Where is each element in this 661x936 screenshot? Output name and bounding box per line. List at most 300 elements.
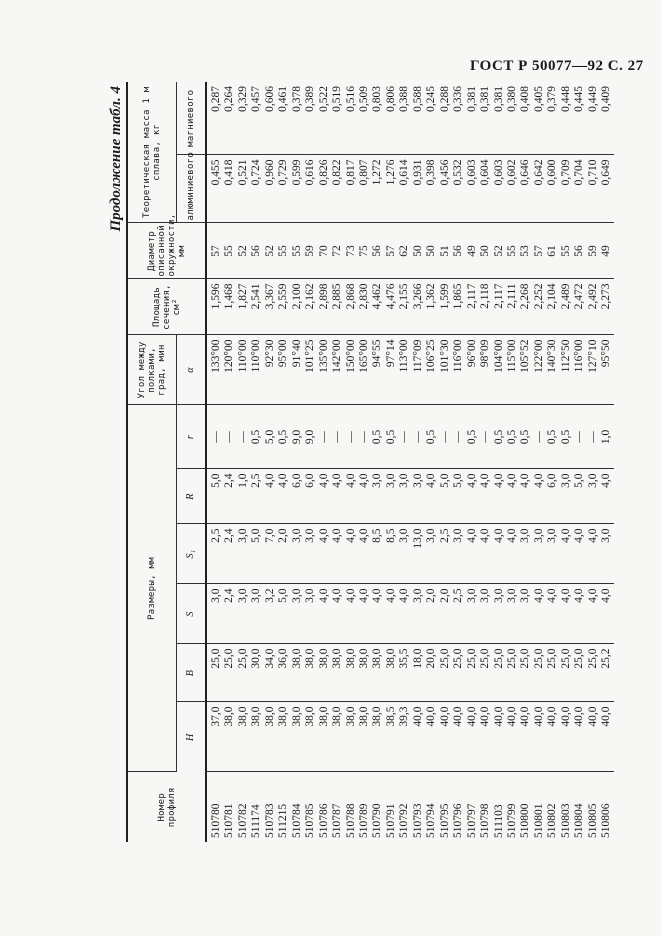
cell-S: 4,0 [345, 584, 358, 644]
cell-S: 4,0 [385, 584, 398, 644]
cell-mass-aluminum: 0,398 [425, 155, 438, 223]
cell-S: 3,0 [412, 584, 425, 644]
cell-S: 4,0 [587, 584, 600, 644]
cell-B: 38,0 [345, 644, 358, 702]
cell-profile-number: 510803 [559, 803, 572, 838]
cell-B: 25,0 [573, 644, 586, 702]
cell-S1: 3,0 [546, 524, 559, 584]
cell-angle: 91°40 [291, 335, 304, 405]
cell-S1: 4,0 [345, 524, 358, 584]
cell-mass-magnesium: 0,379 [546, 82, 559, 155]
cell-H: 40,0 [479, 702, 492, 772]
cell-H: 40,0 [506, 702, 519, 772]
cell-S1: 4,0 [587, 524, 600, 584]
table-body [206, 82, 614, 842]
cell-diameter: 61 [546, 223, 559, 279]
cell-mass-aluminum: 0,603 [466, 155, 479, 223]
cell-S: 2,4 [223, 584, 236, 644]
table-row [600, 82, 613, 842]
cell-profile-number: 510805 [586, 803, 599, 838]
cell-H: 38,5 [385, 702, 398, 772]
cell-S: 3,0 [291, 584, 304, 644]
cell-mass-aluminum: 0,616 [304, 155, 317, 223]
cell-mass-magnesium: 0,408 [519, 82, 532, 155]
cell-profile-number: 510804 [573, 803, 586, 838]
table-row [412, 82, 425, 842]
table-row [573, 82, 586, 842]
cell-R: 1,0 [237, 469, 250, 524]
cell-profile-number: 510781 [223, 803, 236, 838]
cell-B: 18,0 [412, 644, 425, 702]
cell-R: 4,0 [358, 469, 371, 524]
cell-mass-aluminum: 0,521 [237, 155, 250, 223]
cell-profile-number: 510792 [398, 803, 411, 838]
cell-mass-magnesium: 0,445 [573, 82, 586, 155]
cell-R: 6,0 [304, 469, 317, 524]
cell-B: 35,5 [398, 644, 411, 702]
table-row [466, 82, 479, 842]
cell-r: 0,5 [277, 405, 290, 469]
cell-B: 36,0 [277, 644, 290, 702]
cell-R: 5,0 [439, 469, 452, 524]
cell-S: 3,0 [250, 584, 263, 644]
cell-mass-aluminum: 0,822 [331, 155, 344, 223]
cell-S: 4,0 [331, 584, 344, 644]
table-row [277, 82, 290, 842]
cell-diameter: 52 [493, 223, 506, 279]
cell-S1: 4,0 [573, 524, 586, 584]
header-dimensions: Размеры, мм [127, 405, 177, 772]
cell-diameter: 56 [371, 223, 384, 279]
cell-diameter: 59 [304, 223, 317, 279]
cell-profile-number: 510789 [357, 803, 370, 838]
cell-angle: 105°52 [519, 335, 532, 405]
cell-B: 38,0 [371, 644, 384, 702]
cell-mass-magnesium: 0,509 [358, 82, 371, 155]
cell-R: 3,0 [587, 469, 600, 524]
cell-R: 4,0 [600, 469, 613, 524]
cell-mass-magnesium: 0,381 [466, 82, 479, 155]
cell-angle: 165°00 [358, 335, 371, 405]
cell-area: 2,868 [345, 279, 358, 335]
cell-B: 25,0 [560, 644, 573, 702]
cell-r: 0,5 [385, 405, 398, 469]
table-row [358, 82, 371, 842]
cell-mass-aluminum: 0,807 [358, 155, 371, 223]
cell-H: 38,0 [371, 702, 384, 772]
table-row [519, 82, 532, 842]
cell-mass-aluminum: 0,649 [600, 155, 613, 223]
cell-angle: 94°55 [371, 335, 384, 405]
cell-area: 4,462 [371, 279, 384, 335]
cell-S1: 4,0 [331, 524, 344, 584]
cell-area: 1,596 [206, 279, 223, 335]
cell-H: 40,0 [466, 702, 479, 772]
cell-B: 38,0 [331, 644, 344, 702]
cell-mass-magnesium: 0,288 [439, 82, 452, 155]
cell-R: 3,0 [412, 469, 425, 524]
cell-R: 5,0 [573, 469, 586, 524]
cell-angle: 113°00 [398, 335, 411, 405]
cell-mass-aluminum: 0,602 [506, 155, 519, 223]
cell-r: — [439, 405, 452, 469]
cell-S1: 2,4 [223, 524, 236, 584]
cell-angle: 97°14 [385, 335, 398, 405]
table-row [533, 82, 546, 842]
cell-B: 25,0 [237, 644, 250, 702]
cell-area: 2,117 [493, 279, 506, 335]
cell-mass-aluminum: 1,276 [385, 155, 398, 223]
cell-S1: 4,0 [506, 524, 519, 584]
cell-angle: 150°00 [345, 335, 358, 405]
cell-B: 25,0 [533, 644, 546, 702]
table-row [425, 82, 438, 842]
cell-diameter: 55 [277, 223, 290, 279]
cell-angle: 116°00 [452, 335, 465, 405]
cell-H: 40,0 [519, 702, 532, 772]
cell-area: 2,155 [398, 279, 411, 335]
cell-S: 3,0 [304, 584, 317, 644]
cell-r: — [331, 405, 344, 469]
cell-mass-magnesium: 0,381 [493, 82, 506, 155]
cell-R: 4,0 [466, 469, 479, 524]
cell-r: — [206, 405, 223, 469]
table-row [398, 82, 411, 842]
cell-S1: 4,0 [318, 524, 331, 584]
cell-S: 4,0 [560, 584, 573, 644]
cell-mass-aluminum: 0,704 [573, 155, 586, 223]
cell-S1: 7,0 [264, 524, 277, 584]
cell-angle: 135°00 [318, 335, 331, 405]
header-mass: Теоретическая масса 1 м сплава, кг [127, 82, 177, 223]
cell-angle: 120°00 [223, 335, 236, 405]
cell-H: 40,0 [452, 702, 465, 772]
cell-H: 40,0 [587, 702, 600, 772]
cell-diameter: 55 [223, 223, 236, 279]
cell-S: 4,0 [573, 584, 586, 644]
cell-r: 1,0 [600, 405, 613, 469]
cell-profile-number: 510791 [384, 803, 397, 838]
cell-mass-magnesium: 0,287 [206, 82, 223, 155]
cell-H: 38,0 [277, 702, 290, 772]
cell-H: 38,0 [237, 702, 250, 772]
header-profile: Номер профиля [127, 772, 206, 842]
cell-mass-magnesium: 0,806 [385, 82, 398, 155]
cell-mass-magnesium: 0,519 [331, 82, 344, 155]
cell-diameter: 50 [425, 223, 438, 279]
cell-area: 1,865 [452, 279, 465, 335]
cell-r: — [452, 405, 465, 469]
cell-angle: 116°00 [573, 335, 586, 405]
cell-profile-number: 510785 [304, 803, 317, 838]
cell-r: 0,5 [546, 405, 559, 469]
table-row [546, 82, 559, 842]
cell-R: 5,0 [206, 469, 223, 524]
cell-H: 38,0 [318, 702, 331, 772]
cell-B: 25,0 [479, 644, 492, 702]
cell-R: 4,0 [345, 469, 358, 524]
cell-r: — [587, 405, 600, 469]
cell-mass-aluminum: 0,724 [250, 155, 263, 223]
cell-angle: 110°00 [237, 335, 250, 405]
cell-H: 38,0 [250, 702, 263, 772]
cell-area: 2,252 [533, 279, 546, 335]
cell-area: 1,827 [237, 279, 250, 335]
cell-H: 38,0 [304, 702, 317, 772]
cell-r: 0,5 [425, 405, 438, 469]
table-row [587, 82, 600, 842]
header-S: S [177, 584, 207, 644]
cell-diameter: 56 [250, 223, 263, 279]
cell-S: 2,0 [439, 584, 452, 644]
cell-H: 40,0 [600, 702, 613, 772]
table-row [506, 82, 519, 842]
table-row [291, 82, 304, 842]
cell-S1: 4,0 [560, 524, 573, 584]
header-diameter: Диаметр описанной окружности, мм [127, 223, 206, 279]
cell-S: 3,0 [479, 584, 492, 644]
cell-r: 0,5 [560, 405, 573, 469]
cell-R: 2,5 [250, 469, 263, 524]
cell-angle: 140°30 [546, 335, 559, 405]
cell-R: 3,0 [371, 469, 384, 524]
cell-R: 6,0 [546, 469, 559, 524]
cell-B: 25,0 [439, 644, 452, 702]
header-aluminum: алюминиевого [177, 155, 207, 223]
cell-angle: 96°00 [466, 335, 479, 405]
cell-B: 25,0 [519, 644, 532, 702]
cell-H: 38,0 [358, 702, 371, 772]
cell-area: 2,898 [318, 279, 331, 335]
table-row [493, 82, 506, 842]
cell-mass-magnesium: 0,522 [318, 82, 331, 155]
cell-H: 40,0 [439, 702, 452, 772]
cell-area: 2,273 [600, 279, 613, 335]
cell-angle: 98°09 [479, 335, 492, 405]
cell-R: 4,0 [331, 469, 344, 524]
cell-B: 25,0 [466, 644, 479, 702]
header-S1: S₁ [177, 524, 207, 584]
cell-H: 40,0 [425, 702, 438, 772]
cell-mass-aluminum: 0,599 [291, 155, 304, 223]
cell-angle: 106°25 [425, 335, 438, 405]
cell-S1: 3,0 [425, 524, 438, 584]
table-row [206, 82, 223, 842]
cell-diameter: 49 [466, 223, 479, 279]
cell-diameter: 56 [573, 223, 586, 279]
cell-mass-aluminum: 0,817 [345, 155, 358, 223]
cell-mass-aluminum: 0,604 [479, 155, 492, 223]
cell-S1: 2,5 [206, 524, 223, 584]
cell-S1: 3,0 [533, 524, 546, 584]
cell-r: 0,5 [466, 405, 479, 469]
cell-profile-number: 511174 [250, 804, 263, 838]
table-row [331, 82, 344, 842]
cell-diameter: 70 [318, 223, 331, 279]
cell-B: 34,0 [264, 644, 277, 702]
cell-diameter: 55 [560, 223, 573, 279]
cell-area: 2,111 [506, 279, 519, 335]
cell-R: 3,0 [398, 469, 411, 524]
cell-B: 25,0 [223, 644, 236, 702]
cell-r: 0,5 [371, 405, 384, 469]
cell-S: 2,0 [425, 584, 438, 644]
cell-mass-magnesium: 0,329 [237, 82, 250, 155]
cell-profile-number: 510802 [546, 803, 559, 838]
cell-S: 3,0 [493, 584, 506, 644]
cell-profile-number: 510787 [331, 803, 344, 838]
cell-angle: 117°09 [412, 335, 425, 405]
cell-profile-number: 511215 [277, 803, 290, 838]
cell-area: 2,100 [291, 279, 304, 335]
cell-profile-number: 511103 [492, 804, 505, 838]
cell-profile-number: 510797 [465, 803, 478, 838]
header-R: R [177, 469, 207, 524]
cell-S: 4,0 [398, 584, 411, 644]
cell-mass-aluminum: 0,931 [412, 155, 425, 223]
cell-diameter: 57 [533, 223, 546, 279]
cell-B: 25,0 [206, 644, 223, 702]
cell-diameter: 72 [331, 223, 344, 279]
cell-mass-aluminum: 0,826 [318, 155, 331, 223]
cell-area: 2,489 [560, 279, 573, 335]
cell-mass-magnesium: 0,606 [264, 82, 277, 155]
cell-diameter: 55 [291, 223, 304, 279]
cell-R: 5,0 [452, 469, 465, 524]
cell-diameter: 52 [237, 223, 250, 279]
cell-R: 3,0 [385, 469, 398, 524]
cell-area: 2,885 [331, 279, 344, 335]
cell-area: 1,362 [425, 279, 438, 335]
cell-profile-number: 510796 [452, 803, 465, 838]
cell-diameter: 51 [439, 223, 452, 279]
cell-R: 4,0 [533, 469, 546, 524]
cell-mass-aluminum: 0,710 [587, 155, 600, 223]
cell-profile-number: 510783 [263, 803, 276, 838]
cell-diameter: 56 [452, 223, 465, 279]
cell-S1: 3,0 [304, 524, 317, 584]
cell-mass-aluminum: 0,532 [452, 155, 465, 223]
cell-B: 25,0 [506, 644, 519, 702]
cell-mass-magnesium: 0,378 [291, 82, 304, 155]
cell-mass-magnesium: 0,409 [600, 82, 613, 155]
cell-angle: 115°00 [506, 335, 519, 405]
cell-area: 2,117 [466, 279, 479, 335]
cell-r: 9,0 [291, 405, 304, 469]
cell-B: 25,0 [452, 644, 465, 702]
cell-mass-magnesium: 0,457 [250, 82, 263, 155]
cell-diameter: 50 [412, 223, 425, 279]
header-alpha: α [177, 335, 207, 405]
cell-H: 37,0 [206, 702, 223, 772]
cell-mass-aluminum: 0,614 [398, 155, 411, 223]
cell-area: 3,367 [264, 279, 277, 335]
cell-diameter: 57 [385, 223, 398, 279]
cell-profile-number: 510790 [371, 803, 384, 838]
cell-mass-magnesium: 0,516 [345, 82, 358, 155]
cell-angle: 110°00 [250, 335, 263, 405]
cell-mass-aluminum: 0,456 [439, 155, 452, 223]
cell-angle: 122°00 [533, 335, 546, 405]
cell-diameter: 57 [206, 223, 223, 279]
cell-R: 4,0 [493, 469, 506, 524]
cell-mass-magnesium: 0,381 [479, 82, 492, 155]
cell-angle: 133°00 [206, 335, 223, 405]
cell-r: — [412, 405, 425, 469]
cell-B: 38,0 [358, 644, 371, 702]
cell-area: 2,830 [358, 279, 371, 335]
cell-angle: 101°25 [304, 335, 317, 405]
cell-mass-magnesium: 0,380 [506, 82, 519, 155]
cell-area: 2,541 [250, 279, 263, 335]
cell-r: — [479, 405, 492, 469]
cell-mass-aluminum: 0,709 [560, 155, 573, 223]
cell-H: 38,0 [223, 702, 236, 772]
cell-profile-number: 510782 [236, 803, 249, 838]
table-row [345, 82, 358, 842]
cell-B: 38,0 [318, 644, 331, 702]
cell-R: 4,0 [519, 469, 532, 524]
cell-S: 3,0 [206, 584, 223, 644]
cell-mass-aluminum: 0,960 [264, 155, 277, 223]
cell-diameter: 52 [264, 223, 277, 279]
cell-angle: 104°00 [493, 335, 506, 405]
table-row [304, 82, 317, 842]
cell-area: 3,266 [412, 279, 425, 335]
cell-S1: 3,0 [600, 524, 613, 584]
cell-S: 2,5 [452, 584, 465, 644]
cell-profile-number: 510798 [479, 803, 492, 838]
cell-profile-number: 510793 [411, 803, 424, 838]
cell-S: 4,0 [546, 584, 559, 644]
cell-mass-aluminum: 0,642 [533, 155, 546, 223]
cell-r: — [533, 405, 546, 469]
cell-H: 40,0 [412, 702, 425, 772]
header-H: H [177, 702, 207, 772]
cell-diameter: 62 [398, 223, 411, 279]
cell-S: 5,0 [277, 584, 290, 644]
cell-angle: 95°50 [600, 335, 613, 405]
cell-mass-aluminum: 0,600 [546, 155, 559, 223]
table-row [560, 82, 573, 842]
cell-area: 1,599 [439, 279, 452, 335]
cell-profile-number: 510784 [290, 803, 303, 838]
cell-H: 40,0 [493, 702, 506, 772]
cell-profile-number: 510794 [425, 803, 438, 838]
cell-r: — [358, 405, 371, 469]
cell-R: 4,0 [506, 469, 519, 524]
cell-S1: 8,5 [371, 524, 384, 584]
table-row [385, 82, 398, 842]
header-r: r [177, 405, 207, 469]
cell-B: 38,0 [385, 644, 398, 702]
table-row [250, 82, 263, 842]
cell-area: 1,468 [223, 279, 236, 335]
cell-r: 0,5 [250, 405, 263, 469]
cell-area: 2,559 [277, 279, 290, 335]
cell-R: 4,0 [277, 469, 290, 524]
cell-angle: 92°30 [264, 335, 277, 405]
cell-mass-magnesium: 0,389 [304, 82, 317, 155]
cell-S: 4,0 [358, 584, 371, 644]
cell-B: 38,0 [304, 644, 317, 702]
cell-mass-magnesium: 0,448 [560, 82, 573, 155]
cell-profile-number: 510780 [210, 803, 222, 838]
cell-S1: 4,0 [493, 524, 506, 584]
cell-r: — [223, 405, 236, 469]
table-row [264, 82, 277, 842]
cell-r: — [237, 405, 250, 469]
